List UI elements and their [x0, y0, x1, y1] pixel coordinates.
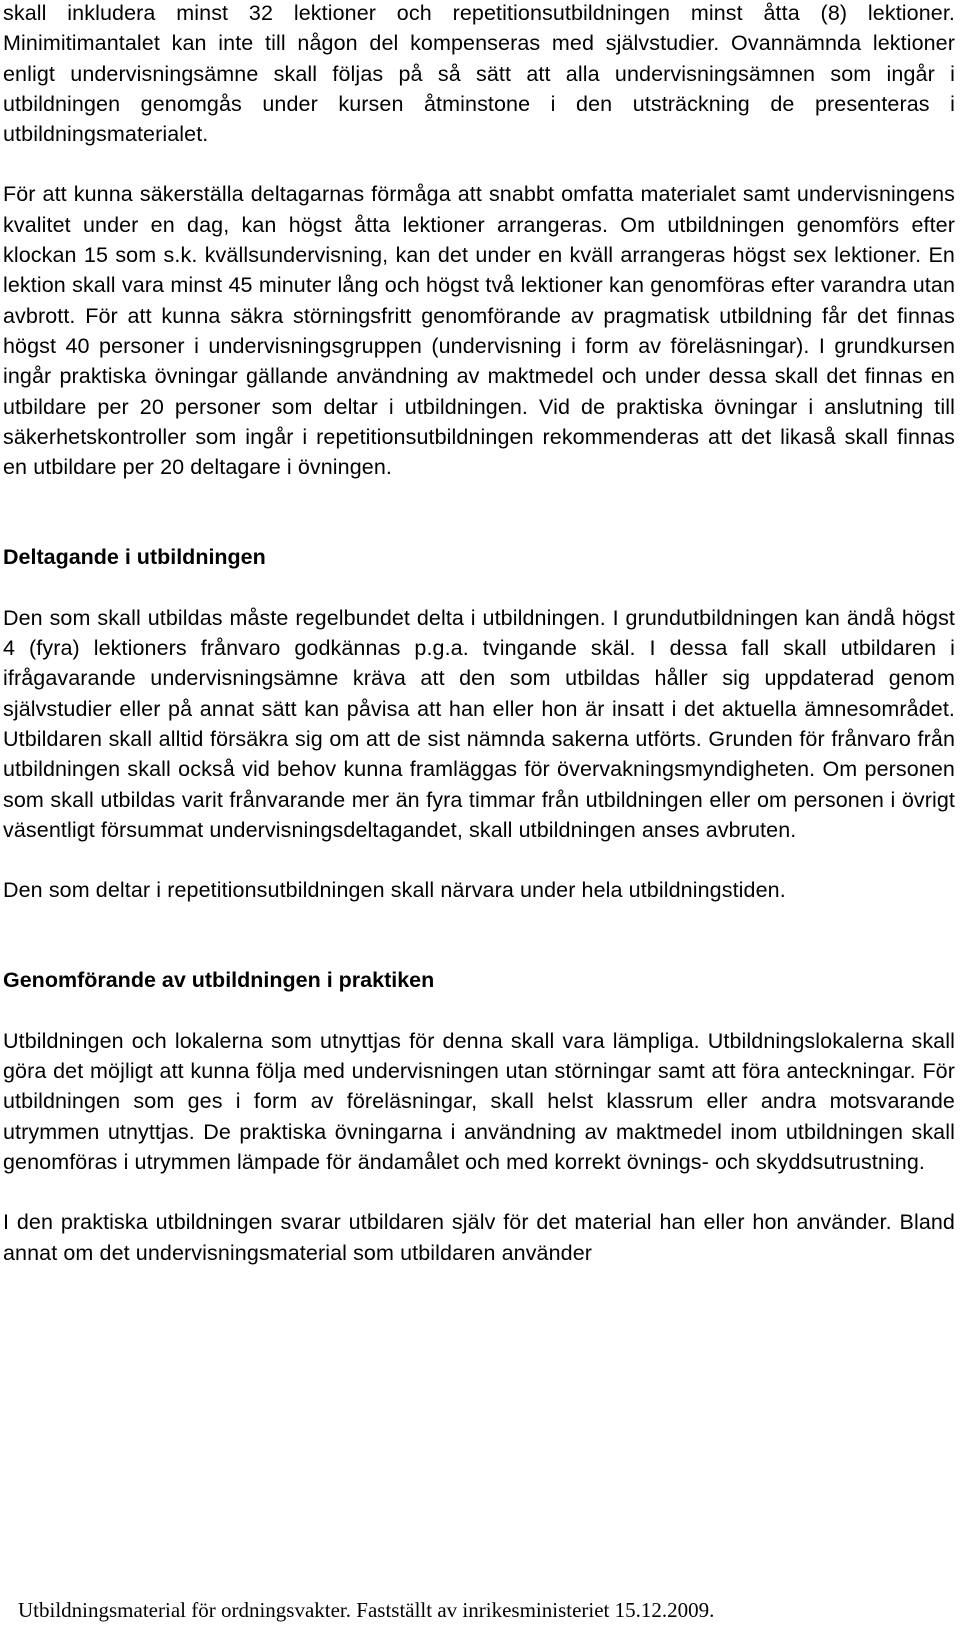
- paragraph-participation-body: Den som skall utbildas måste regelbundet delta i utbildningen. I grundutbildningen kan ändå högst 4 (fyra) lektioners frånvaro godkännas p.g.a. tvingande skäl. I dessa fall skall utbildaren i ifrågavarande undervisningsämne kräva att den som utbildas håller sig uppdaterad genom självstudier eller på annat sätt kan påvisa att han eller hon är insatt i det aktuella ämnesområdet. Utbildaren skall alltid försäkra sig om att de sist nämnda sakerna utförts. Grunden för frånvaro från utbildningen skall också vid behov kunna framläggas för övervakningsmyndigheten. Om personen som skall utbildas varit frånvarande mer än fyra timmar från utbildningen eller om personen i övrigt väsentligt försummat undervisningsdeltagandet, skall utbildningen anses avbruten.: [3, 605, 955, 842]
- page-footer: Utbildningsmaterial för ordningsvakter. Fastställt av inrikesministeriet 15.12.2009.: [18, 1598, 715, 1622]
- paragraph-participation-repetition: Den som deltar i repetitionsutbildningen skall närvara under hela utbildningstiden.: [3, 878, 786, 903]
- paragraph-intro-continued: skall inkludera minst 32 lektioner och repetitionsutbildningen minst åtta (8) lektioner. Minimitimantalet kan inte till någon del kompenseras med självstudier. Ovannämnda lektioner enligt undervisningsämne skall följas på så sätt att alla undervisningsämnen som ingår i utbildningen genomgås under kursen åtminstone i den utsträckning de presenteras i utbildningsmaterialet.: [3, 1, 955, 147]
- document-page: [3, 0, 955, 1268]
- paragraph-lessons-limits: För att kunna säkerställa deltagarnas förmåga att snabbt omfatta materialet samt undervisningens kvalitet under en dag, kan högst åtta lektioner arrangeras. Om utbildningen genomförs efter klockan 15 som s.k. kvällsundervisning, kan det under en kväll arrangeras högst sex lektioner. En lektion skall vara minst 45 minuter lång och högst två lektioner kan genomföras efter varandra utan avbrott. För att kunna säkra störningsfritt genomförande av pragmatisk utbildning får det finnas högst 40 personer i undervisningsgruppen (undervisning i form av föreläsningar). I grundkursen ingår praktiska övningar gällande användning av maktmedel och under dessa skall det finnas en utbildare per 20 personer som deltar i utbildningen. Vid de praktiska övningar i anslutning till säkerhetskontroller som ingår i repetitionsutbildningen rekommenderas att det likaså skall finnas en utbildare per 20 deltagare i övningen.: [3, 182, 955, 480]
- heading-practice: Genomförande av utbildningen i praktiken: [3, 968, 435, 993]
- paragraph-practice-material: I den praktiska utbildningen svarar utbildaren själv för det material han eller hon använder. Bland annat om det undervisningsmaterial som utbildaren använder: [3, 1210, 955, 1265]
- paragraph-practice-premises: Utbildningen och lokalerna som utnyttjas för denna skall vara lämpliga. Utbildningslokalerna skall göra det möjligt att kunna följa med undervisningen utan störningar samt att föra anteckningar. För utbildningen som ges i form av föreläsningar, skall helst klassrum eller andra motsvarande utrymmen utnyttjas. De praktiska övningarna i användning av maktmedel inom utbildningen skall genomföras i utrymmen lämpade för ändamålet och med korrekt övnings- och skyddsutrustning.: [3, 1028, 955, 1174]
- heading-participation: Deltagande i utbildningen: [3, 545, 266, 570]
